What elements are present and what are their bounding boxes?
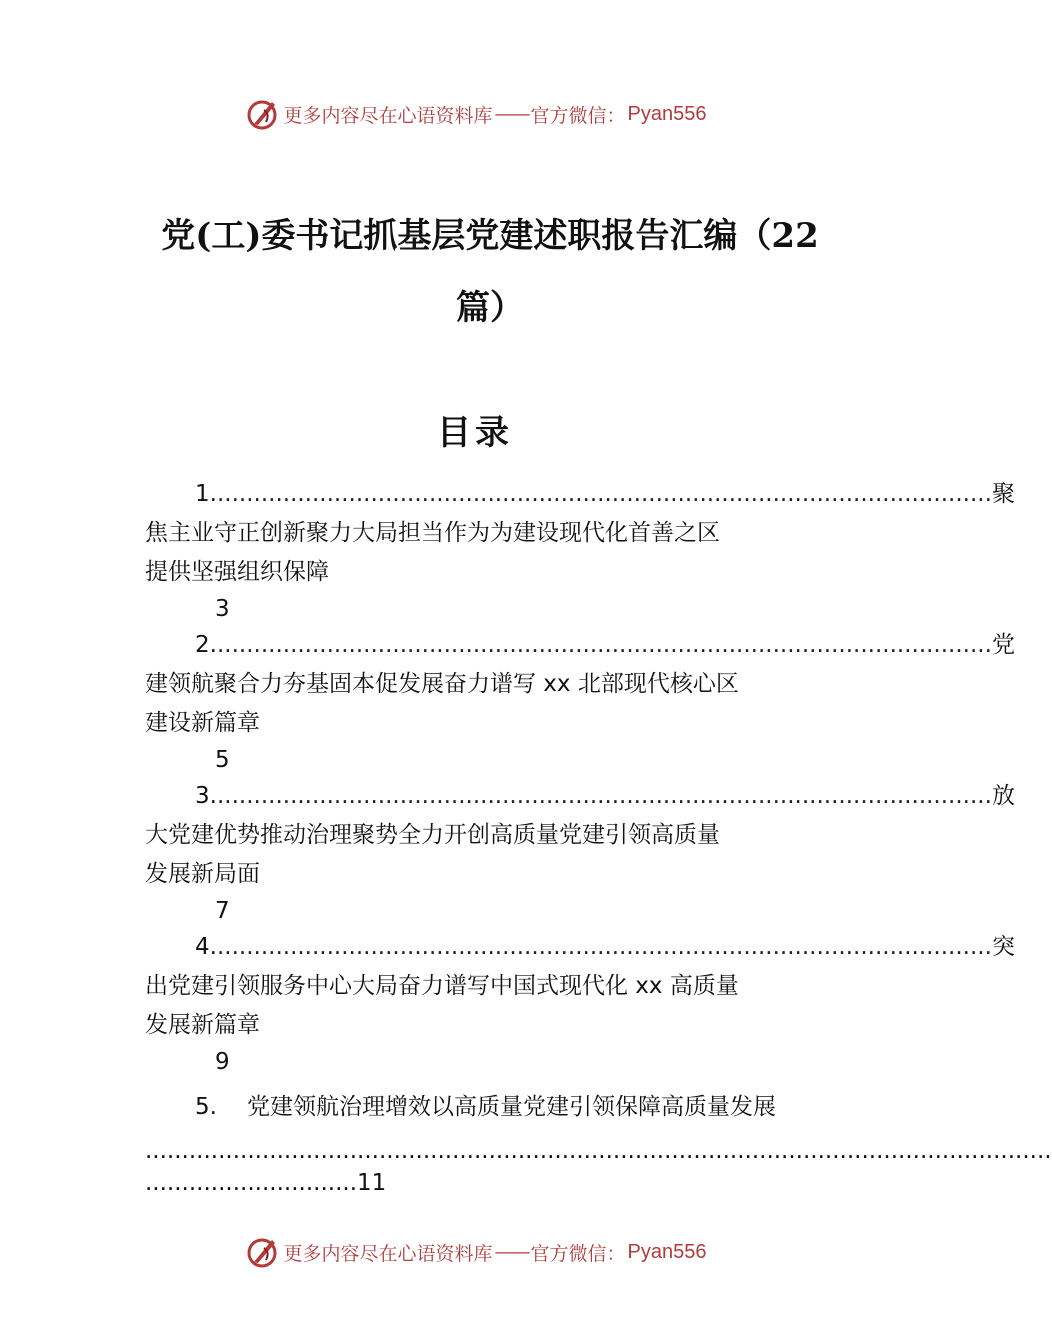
toc-entry-5[interactable]: [145, 1079, 1052, 1199]
banner-wechat-id: Pyan556: [627, 1240, 707, 1263]
toc-entry-page: 3: [215, 596, 230, 622]
banner-wechat-id: Pyan556: [627, 102, 707, 125]
quill-logo-icon: [244, 96, 280, 132]
toc-leader-dots: ..........................................................................................................: [216, 481, 992, 507]
banner-label: 官方微信：: [530, 104, 626, 127]
toc-entry-text: 党建领航治理增效以高质量党建引领保障高质量发展: [246, 1094, 776, 1120]
banner-text: 更多内容尽在心语资料库: [283, 1242, 493, 1265]
toc-entry-number: 1.: [195, 481, 217, 507]
toc-leader-dots-with-page: .............................11: [145, 1170, 387, 1196]
toc-leader-dots: ..........................................................................................................: [216, 934, 992, 960]
toc-entry-first-char: 党: [991, 632, 1015, 658]
document-title: 党(工)委书记抓基层党建述职报告汇编（22篇）: [161, 216, 819, 328]
toc-leader-dots: ..........................................................................................................: [216, 632, 992, 658]
toc-entry-text-line: 提供坚强组织保障: [145, 559, 329, 585]
quill-logo-icon: [244, 1234, 280, 1270]
toc-entry-text-line: 建领航聚合力夯基固本促发展奋力谱写 xx 北部现代核心区: [145, 671, 739, 697]
toc-entry-number: 4.: [195, 934, 217, 960]
toc-entry-page: 7: [215, 898, 230, 924]
toc-entry-text-line: 出党建引领服务中心大局奋力谱写中国式现代化 xx 高质量: [145, 973, 739, 999]
toc-entry-number: 3.: [195, 783, 217, 809]
toc-entry-page: 5: [215, 747, 230, 773]
toc-entry-3[interactable]: [145, 777, 1015, 928]
toc-leader-dots: ..........................................................................................................: [216, 783, 992, 809]
toc-entry-1[interactable]: [145, 475, 1015, 626]
header-banner: [0, 94, 950, 134]
toc-entry-text-line: 发展新局面: [145, 861, 260, 887]
toc-entry-number: 5.: [195, 1094, 217, 1120]
toc-entry-first-char: 聚: [991, 481, 1015, 507]
toc-entry-text-line: 建设新篇章: [145, 710, 260, 736]
toc-entry-text-line: 大党建优势推动治理聚势全力开创高质量党建引领高质量: [145, 822, 720, 848]
toc-entry-number: 2.: [195, 632, 217, 658]
banner-dash: ——: [494, 103, 529, 125]
footer-banner: [0, 1232, 950, 1272]
toc-entry-4[interactable]: [145, 928, 1015, 1079]
table-of-contents: [145, 475, 1052, 1199]
toc-entry-text-line: 焦主业守正创新聚力大局担当作为为建设现代化首善之区: [145, 520, 720, 546]
toc-entry-2[interactable]: [145, 626, 1015, 777]
banner-label: 官方微信：: [530, 1242, 626, 1265]
toc-leader-dots: ............................................................................................................................: [145, 1138, 1052, 1164]
toc-entry-text-line: 发展新篇章: [145, 1012, 260, 1038]
banner-dash: ——: [494, 1241, 529, 1263]
toc-entry-page: 11: [357, 1170, 387, 1196]
toc-entry-first-char: 放: [991, 783, 1015, 809]
toc-entry-page: 9: [215, 1049, 230, 1075]
toc-heading: 目录: [437, 413, 513, 453]
toc-entry-first-char: 突: [991, 934, 1015, 960]
banner-text: 更多内容尽在心语资料库: [283, 104, 493, 127]
